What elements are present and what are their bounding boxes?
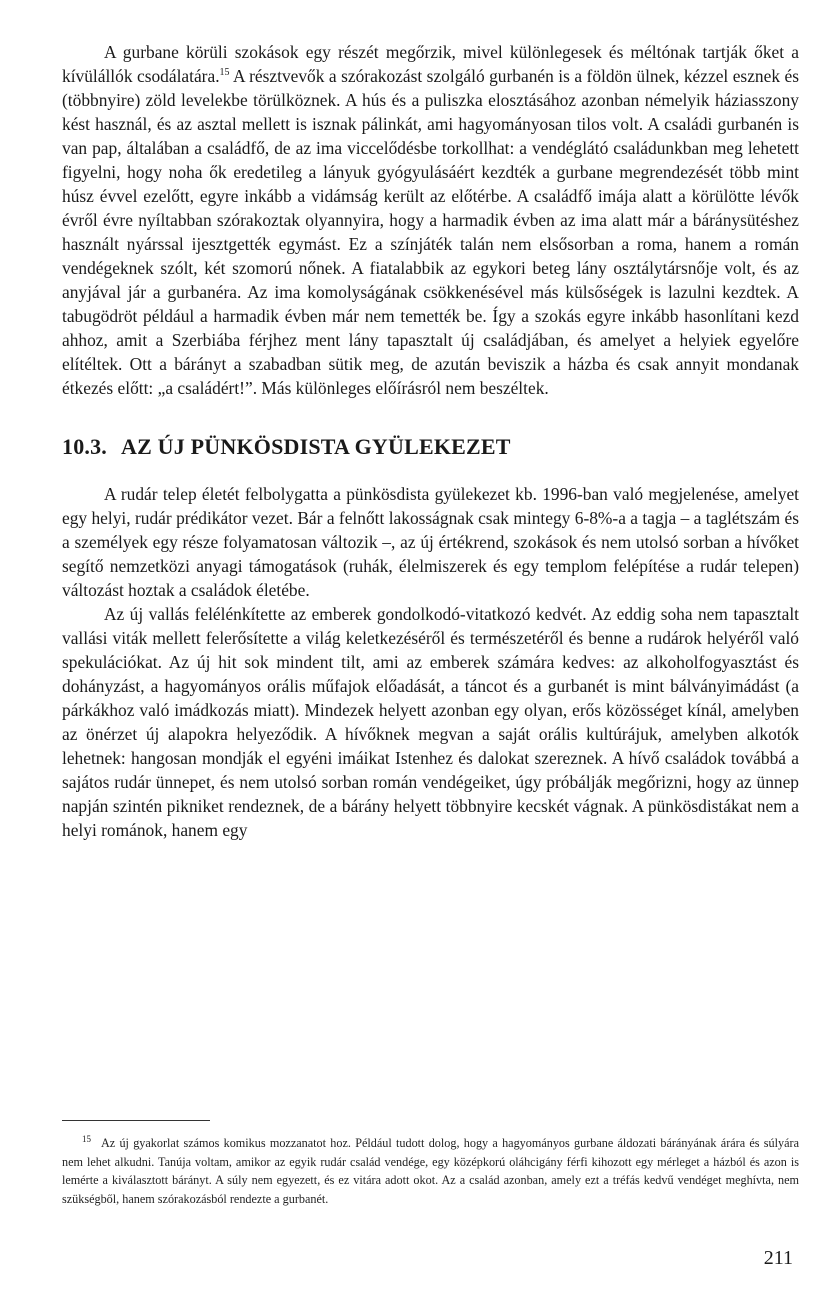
paragraph-2: A rudár telep életét felbolygatta a pünkösdista gyülekezet kb. 1996-ban való megjelenése, amelyet egy helyi, rudár prédikátor vezet. Bár a felnőtt lakosságnak csak mintegy 6-8%-a a tagja – a taglétszám és a személyek egy része folyamatosan változik –, az új értékrend, szokások és nem utolsó sorban a hívőket segítő nemzetközi anyagi támogatások (ruhák, élelmiszerek és egy templom felépítése a rudár telepen) változást hoztak a családok életébe. (62, 484, 799, 600)
footnote-mark: 15 (82, 1134, 91, 1144)
page-body (62, 40, 799, 842)
section-title: AZ ÚJ PÜNKÖSDISTA GYÜLEKEZET (121, 434, 511, 459)
paragraph-1-text-a: A gurbane körüli szokások egy részét megőrzik, mivel különlegesek és méltónak tartják őket a kívülállók csodálatára. (62, 42, 799, 86)
section-heading (62, 434, 799, 460)
page-number: 211 (763, 1247, 793, 1269)
paragraph-3: Az új vallás felélénkítette az emberek gondolkodó-vitatkozó kedvét. Az eddig soha nem tapasztalt vallási viták mellett felerősítette a világ keletkezéséről és természetéről és benne a rudárok helyéről való spekulációkat. Az új hit sok mindent tilt, ami az emberek számára kedves: az alkoholfogyasztást és dohányzást, a hagyományos orális műfajok előadását, a táncot és a gurbanét is mint bálványimádást (a párkákhoz való imádkozás miatt). Mindezek helyett azonban egy olyan, erős közösséget kínál, amelyben az önérzet új alapokra helyeződik. A hívőknek megvan a saját orális kultúrájuk, amelyben alkotók lehetnek: hangosan mondják el egyéni imáikat Istenhez és dalokat szereznek. A hívő családok továbbá a sajátos rudár ünnepet, és nem utolsó sorban román vendégeiket, úgy próbálják megőrizni, hogy az ünnep napján szintén pikniket rendeznek, de a bárány helyett többnyire kecskét vágnak. A pünkösdistákat nem a helyi románok, hanem egy (62, 604, 799, 840)
section-number: 10.3. (62, 434, 107, 459)
paragraph-1 (62, 40, 799, 400)
footnote-text: Az új gyakorlat számos komikus mozzanatot hoz. Például tudott dolog, hogy a hagyományos gurbane áldozati bárányának árára és súlyára nem lehet alkudni. Tanúja voltam, amikor az egyik rudár család vendége, egy középkorú oláhcigány férfi kihozott egy mérleget a házból és azon is lemérte a kiválasztott bárányt. A súly nem egyezett, és ez vitára adott okot. Az a család azonban, amely ezt a tréfás kedvű vendéget meghívta, nem szükségből, hanem szórakozásból rendezte a gurbanét. (62, 1136, 799, 1206)
paragraph-1-text-b: A résztvevők a szórakozást szolgáló gurbanén is a földön ülnek, kézzel esznek és (többnyire) zöld levelekbe törülköznek. A hús és a puliszka elosztásához azonban némelyik háziasszony kést használ, és az asztal mellett is isznak pálinkát, ami hagyományosan tilos volt. A családi gurbanén is van pap, általában a családfő, de az ima viccelődésbe torkollhat: a vendéglátó családunkban meg lehetett figyelni, hogy noha ők eredetileg a lányuk gyógyulásáért kezdték a gurbane megrendezését több mint húsz évvel ezelőtt, egyre inkább a vidámság került az előtérbe. A családfő imája alatt a körülötte lévők évről évre nyíltabban szórakoztak olyannyira, hogy a harmadik évben az ima alatt már a báránysütéshez használt nyárssal ijesztgették egymást. Ez a színjáték talán nem elsősorban a roma, hanem a román vendégeknek szólt, két szomorú nőnek. A fiatalabbik az egykori beteg lány osztálytársnője volt, és az anyjával jár a gurbanéra. Az ima komolyságának csökkenésével más külsőségek is lazulni kezdtek. A tabugödröt például a harmadik évben már nem temették be. Így a szokás egyre inkább hasonlítani kezd ahhoz, amit a Szerbiába férjhez ment lány tapasztalt új családjában, és amelyet a helyiek egyelőre elítéltek. Ott a bárányt a szabadban sütik meg, de azután beviszik a házba és csak annyit mondanak étkezés előtt: „a családért!”. Más különleges előírásról nem beszéltek. (62, 66, 799, 398)
footnote-divider (62, 1120, 210, 1121)
footnote-15 (62, 1130, 799, 1208)
footnote-ref-15[interactable]: 15 (219, 67, 230, 78)
